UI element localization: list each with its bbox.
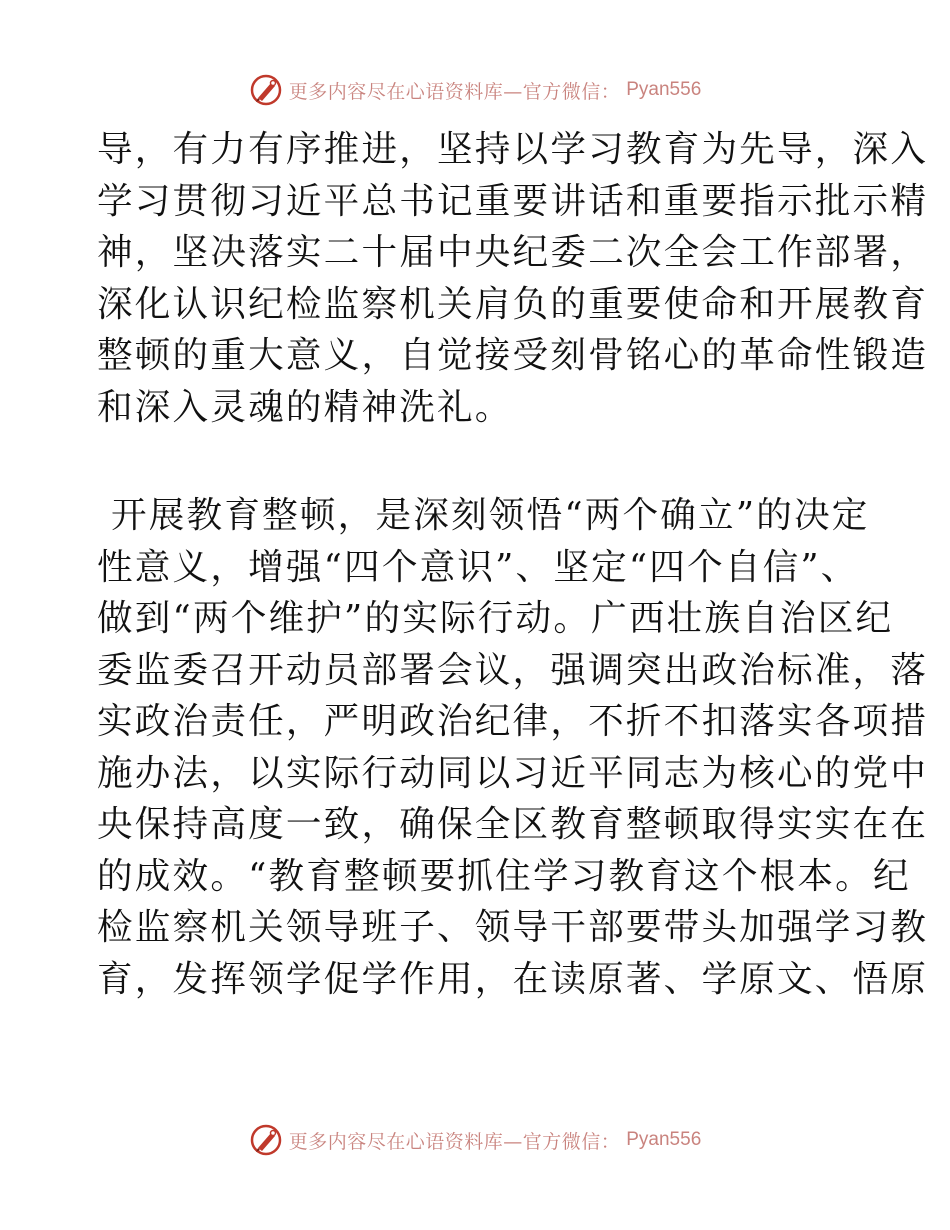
text-line: 做到“两个维护”的实际行动。广西壮族自治区纪 — [97, 598, 894, 639]
text-line: 学习贯彻习近平总书记重要讲话和重要指示批示精 — [97, 180, 929, 222]
pen-logo-icon — [249, 1123, 283, 1157]
text-line: 深化认识纪检监察机关肩负的重要使命和开展教育 — [97, 283, 929, 325]
text-line: 导，有力有序推进，坚持以学习教育为先导，深入 — [97, 129, 929, 170]
text-line: 整顿的重大意义，自觉接受刻骨铭心的革命性锻造 — [97, 335, 929, 376]
paragraph-1 — [97, 124, 929, 433]
pen-logo-icon — [249, 73, 283, 107]
text-line: 实政治责任，严明政治纪律，不折不扣落实各项措 — [97, 701, 929, 742]
text-line: 施办法，以实际行动同以习近平同志为核心的党中 — [97, 752, 929, 794]
paragraph-2 — [97, 490, 929, 1005]
text-line: 检监察机关领导班子、领导干部要带头加强学习教 — [97, 907, 929, 948]
text-line: 神，坚决落实二十届中央纪委二次全会工作部署， — [97, 232, 929, 273]
text-line: 和深入灵魂的精神洗礼。 — [97, 386, 513, 428]
text-line: 育，发挥领学促学作用，在读原著、学原文、悟原 — [97, 958, 929, 1000]
text-line: 性意义，增强“四个意识”、坚定“四个自信”、 — [97, 546, 859, 588]
footer-banner — [0, 1120, 950, 1160]
text-line: 的成效。“教育整顿要抓住学习教育这个根本。纪 — [97, 855, 911, 897]
text-line: 央保持高度一致，确保全区教育整顿取得实实在在 — [97, 804, 929, 845]
header-banner-text: 更多内容尽在心语资料库—官方微信： — [288, 80, 621, 103]
header-wechat-handle: Pyan556 — [626, 79, 702, 100]
text-line: 委监委召开动员部署会议，强调突出政治标准，落 — [97, 649, 929, 691]
header-banner — [0, 70, 950, 110]
footer-wechat-handle: Pyan556 — [626, 1129, 702, 1150]
text-line: 开展教育整顿，是深刻领悟“两个确立”的决定 — [111, 495, 870, 536]
footer-banner-text: 更多内容尽在心语资料库—官方微信： — [288, 1130, 621, 1153]
